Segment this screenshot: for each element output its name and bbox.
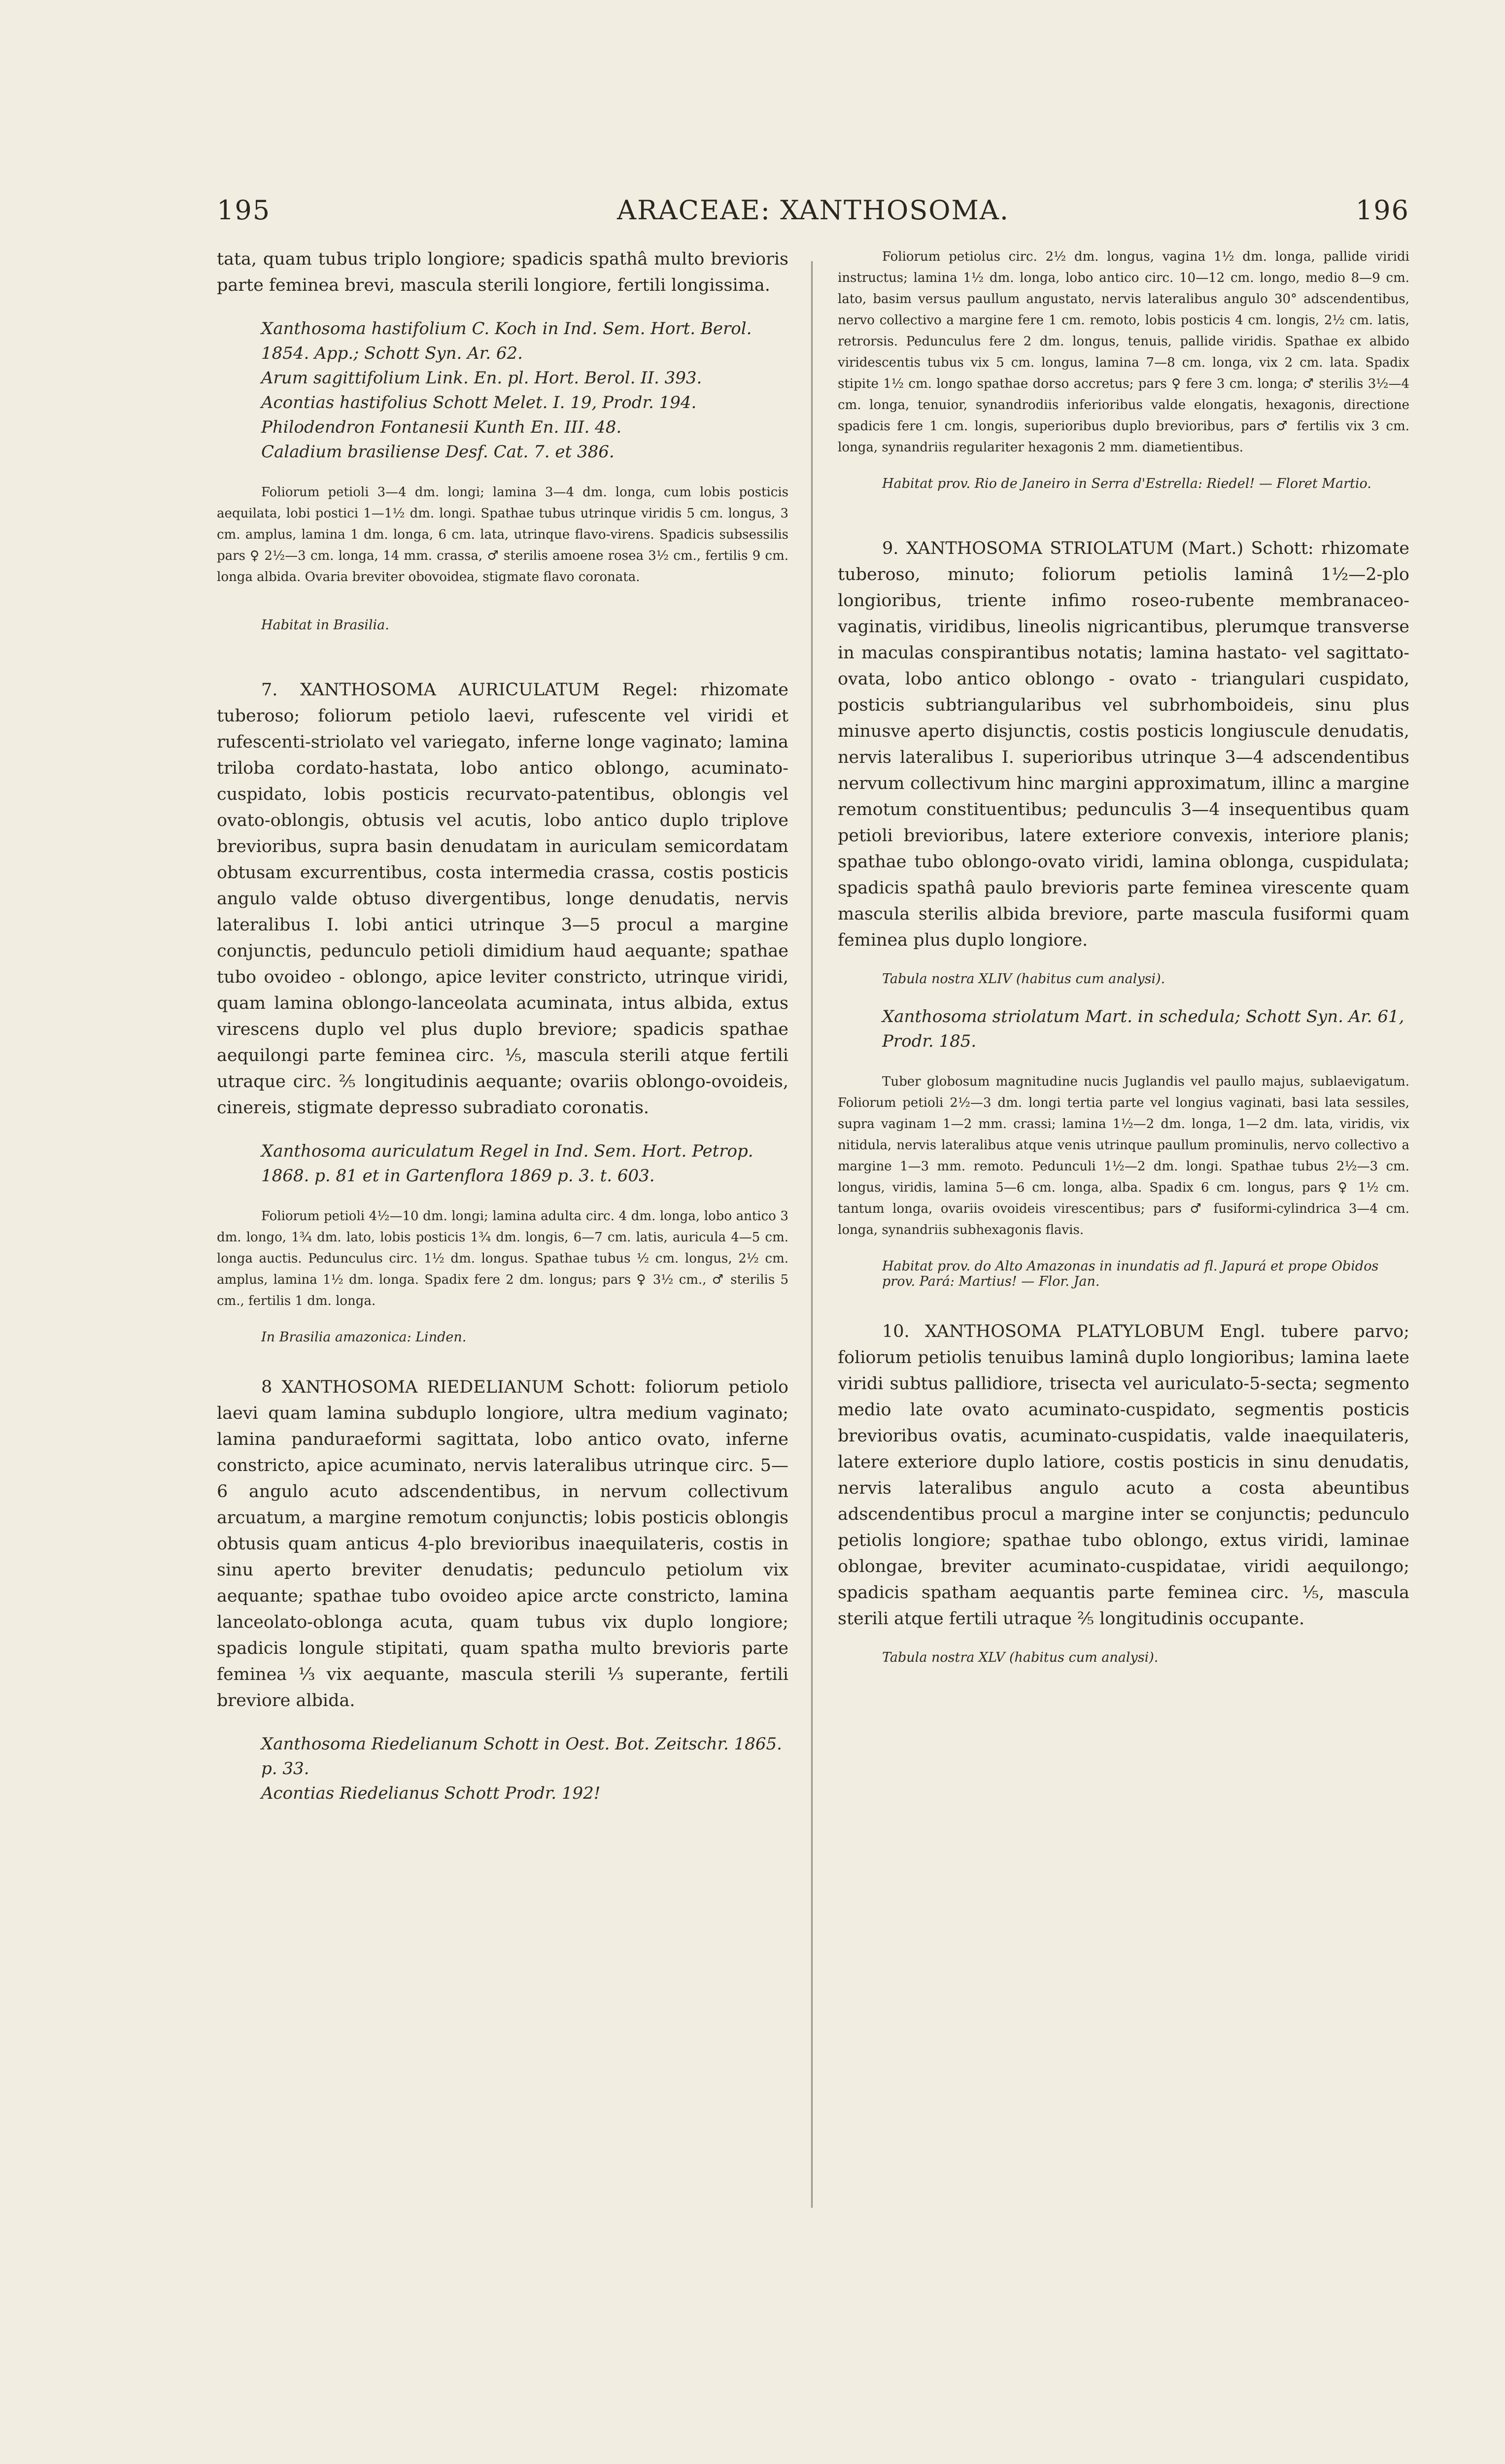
synonym-line: Philodendron Fontanesii Kunth En. III. 48. bbox=[261, 417, 622, 437]
species-10-entry: 10. XANTHOSOMA PLATYLOBUM Engl. tubere parvo; foliorum petiolis tenuibus laminâ duplo longioribus; lamina laete viridi subtus pallidiore, trisecta vel auriculato-5-secta; segmento medio late ovato acuminato-cuspidato, segmentis posticis brevioribus ovatis, acuminato-cuspidatis, valde inaequilateris, latere exteriore duplo latiore, costis posticis in sinu denudatis, nervis lateralibus angulo acuto a costa abeuntibus adscendentibus procul a margine inter se conjunctis; pedunculo petiolis longiore; spathae tubo oblongo, extus viridi, laminae oblongae, breviter acuminato-cuspidatae, viridi aequilongo; spadicis spatham aequantis parte feminea circ. ⅕, mascula sterili atque fertili utraque ⅖ longitudinis occupante. bbox=[838, 1322, 1409, 1629]
habitat-line: In Brasilia amazonica: Linden. bbox=[261, 1330, 467, 1345]
synonym-line: Xanthosoma Riedelianum Schott in Oest. Bot. Zeitschr. 1865. p. 33. bbox=[261, 1734, 782, 1779]
synonym-line: Xanthosoma auriculatum Regel in Ind. Sem. Hort. Petrop. 1868. p. 81 et in Gartenflora 1869 p. 3. t. 603. bbox=[261, 1141, 753, 1186]
running-header bbox=[217, 195, 1409, 234]
page-number-right: 196 bbox=[1355, 195, 1409, 226]
habitat-line: Habitat prov. do Alto Amazonas in inundatis ad fl. Japurá et prope Obidos prov. Pará: Martius! — Flor. Jan. bbox=[882, 1259, 1379, 1289]
description-paragraph: Foliorum petiolus circ. 2½ dm. longus, vagina 1½ dm. longa, pallide viridi instructus; lamina 1½ dm. longa, lobo antico circ. 10—12 cm. longo, medio 8—9 cm. lato, basim versus paullum angustato, nervis lateralibus angulo 30° adscendentibus, nervo collectivo a margine fere 1 cm. remoto, lobis posticis 4 cm. longis, 2½ cm. latis, retrorsis. Pedunculus fere 2 dm. longus, tenuis, pallide viridis. Spathae ex albido viridescentis tubus vix 5 cm. longus, lamina 7—8 cm. longa, vix 2 cm. lata. Spadix stipite 1½ cm. longo spathae dorso accretus; pars ♀ fere 3 cm. longa; ♂ sterilis 3½—4 cm. longa, tenuior, synandrodiis inferioribus valde elongatis, hexagonis, directione spadicis fere 1 cm. longis, superioribus duplo brevioribus, pars ♂ fertilis vix 3 cm. longa, synandriis regulariter hexagonis 2 mm. diametientibus. bbox=[838, 249, 1409, 455]
synonym-line: Acontias Riedelianus Schott Prodr. 192! bbox=[261, 1783, 601, 1803]
synonym-line: Acontias hastifolius Schott Melet. I. 19, Prodr. 194. bbox=[261, 393, 697, 412]
synonym-line: Caladium brasiliense Desf. Cat. 7. et 386. bbox=[261, 442, 615, 462]
species-7-entry: 7. XANTHOSOMA AURICULATUM Regel: rhizomate tuberoso; foliorum petiolo laevi, rufescente vel viridi et rufescenti-striolato vel variegato, inferne longe vaginato; lamina triloba cordato-hastata, lobo antico oblongo, acuminato-cuspidato, lobis posticis recurvato-patentibus, oblongis vel ovato-oblongis, obtusis vel acutis, lobo antico duplo triplove brevioribus, supra basin denudatam in auriculam semicordatam obtusam excurrentibus, costa intermedia crassa, costis posticis angulo valde obtuso divergentibus, longe denudatis, nervis lateralibus I. lobi antici utrinque 3—5 procul a margine conjunctis, pedunculo petioli dimidium haud aequante; spathae tubo ovoideo - oblongo, apice leviter constricto, utrinque viridi, quam lamina oblongo-lanceolata acuminata, intus albida, extus virescens duplo vel plus duplo breviore; spadicis spathae aequilongi parte feminea circ. ⅕, mascula sterili atque fertili utraque circ. ⅖ longitudinis aequante; ovariis oblongo-ovoideis, cinereis, stigmate depresso subradiato coronatis. bbox=[217, 680, 788, 1118]
plate-reference: Tabula nostra XLV (habitus cum analysi). bbox=[882, 1650, 1159, 1665]
habitat-line: Habitat in Brasilia. bbox=[261, 617, 389, 633]
column-divider bbox=[811, 261, 813, 2208]
running-title: ARACEAE: XANTHOSOMA. bbox=[616, 195, 1010, 226]
synonym-line: Xanthosoma striolatum Mart. in schedula; Schott Syn. Ar. 61, Prodr. 185. bbox=[882, 1007, 1404, 1051]
synonym-line: Arum sagittifolium Link. En. pl. Hort. Berol. II. 393. bbox=[261, 368, 702, 388]
plate-reference: Tabula nostra XLIV (habitus cum analysi). bbox=[882, 971, 1165, 987]
right-column bbox=[838, 246, 1409, 2439]
species-9-entry: 9. XANTHOSOMA STRIOLATUM (Mart.) Schott: rhizomate tuberoso, minuto; foliorum petiolis laminâ 1½—2-plo longioribus, triente infimo roseo-rubente membranaceo-vaginatis, viridibus, lineolis nigricantibus, plerumque transverse in maculas conspirantibus notatis; lamina hastato- vel sagittato-ovata, lobo antico oblongo - ovato - triangulari cuspidato, posticis subtriangularibus vel subrhomboideis, sinu plus minusve aperto disjunctis, costis posticis longiuscule denudatis, nervis lateralibus I. superioribus utrinque 3—4 adscendentibus nervum collectivum hinc margini approximatum, illinc a margine remotum constituentibus; pedunculis 3—4 insequentibus quam petioli brevioribus, latere exteriore convexis, interiore planis; spathae tubo oblongo-ovato viridi, lamina oblonga, cuspidulata; spadicis spathâ paulo brevioris parte feminea virescente quam mascula sterilis albida breviore, parte mascula fusiformi quam feminea plus duplo longiore. bbox=[838, 539, 1409, 950]
left-column bbox=[217, 246, 788, 2439]
species-8-entry: 8 XANTHOSOMA RIEDELIANUM Schott: foliorum petiolo laevi quam lamina subduplo longiore, ultra medium vaginato; lamina panduraeformi sagittata, lobo antico ovato, inferne constricto, apice acuminato, nervis lateralibus utrinque circ. 5—6 angulo acuto adscendentibus, in nervum collectivum arcuatum, a margine remotum conjunctis; lobis posticis oblongis obtusis quam anticus 4-plo brevioribus inaequilateris, costis in sinu aperto breviter denudatis; pedunculo petiolum vix aequante; spathae tubo ovoideo apice arcte constricto, lamina lanceolato-oblonga acuta, quam tubus vix duplo longiore; spadicis longule stipitati, quam spatha multo brevioris parte feminea ⅓ vix aequante, mascula sterili ⅓ superante, fertili breviore albida. bbox=[217, 1377, 788, 1711]
description-paragraph: Foliorum petioli 3—4 dm. longi; lamina 3—4 dm. longa, cum lobis posticis aequilata, lobi postici 1—1½ dm. longi. Spathae tubus utrinque viridis 5 cm. longus, 3 cm. amplus, lamina 1 dm. longa, 6 cm. lata, utrinque flavo-virens. Spadicis subsessilis pars ♀ 2½—3 cm. longa, 14 mm. crassa, ♂ sterilis amoene rosea 3½ cm., fertilis 9 cm. longa albida. Ovaria breviter obovoidea, stigmate flavo coronata. bbox=[217, 485, 788, 584]
intro-paragraph: tata, quam tubus triplo longiore; spadicis spathâ multo brevioris parte feminea brevi, mascula sterili longiore, fertili longissima. bbox=[217, 249, 788, 295]
description-paragraph: Foliorum petioli 4½—10 dm. longi; lamina adulta circ. 4 dm. longa, lobo antico 3 dm. longo, 1¾ dm. lato, lobis posticis 1¾ dm. longis, 6—7 cm. latis, auricula 4—5 cm. longa auctis. Pedunculus circ. 1½ dm. longus. Spathae tubus ½ cm. longus, 2½ cm. amplus, lamina 1½ dm. longa. Spadix fere 2 dm. longus; pars ♀ 3½ cm., ♂ sterilis 5 cm., fertilis 1 dm. longa. bbox=[217, 1209, 788, 1308]
description-paragraph: Tuber globosum magnitudine nucis Juglandis vel paullo majus, sublaevigatum. Foliorum petioli 2½—3 dm. longi tertia parte vel longius vaginati, basi lata sessiles, supra vaginam 1—2 mm. crassi; lamina 1½—2 dm. longa, 1—2 dm. lata, viridis, vix nitidula, nervis lateralibus atque venis utrinque paullum prominulis, nervo collectivo a margine 1—3 mm. remoto. Pedunculi 1½—2 dm. longi. Spathae tubus 2½—3 cm. longus, viridis, lamina 5—6 cm. longa, alba. Spadix 6 cm. longus, pars ♀ 1½ cm. tantum longa, ovariis ovoideis virescentibus; pars ♂ fusiformi-cylindrica 3—4 cm. longa, synandriis subhexagonis flavis. bbox=[838, 1074, 1409, 1237]
habitat-line: Habitat prov. Rio de Janeiro in Serra d'Estrella: Riedel! — Floret Martio. bbox=[882, 476, 1371, 491]
synonym-line: Xanthosoma hastifolium C. Koch in Ind. Sem. Hort. Berol. 1854. App.; Schott Syn. Ar. 62. bbox=[261, 319, 752, 363]
page-number-left: 195 bbox=[217, 195, 271, 226]
